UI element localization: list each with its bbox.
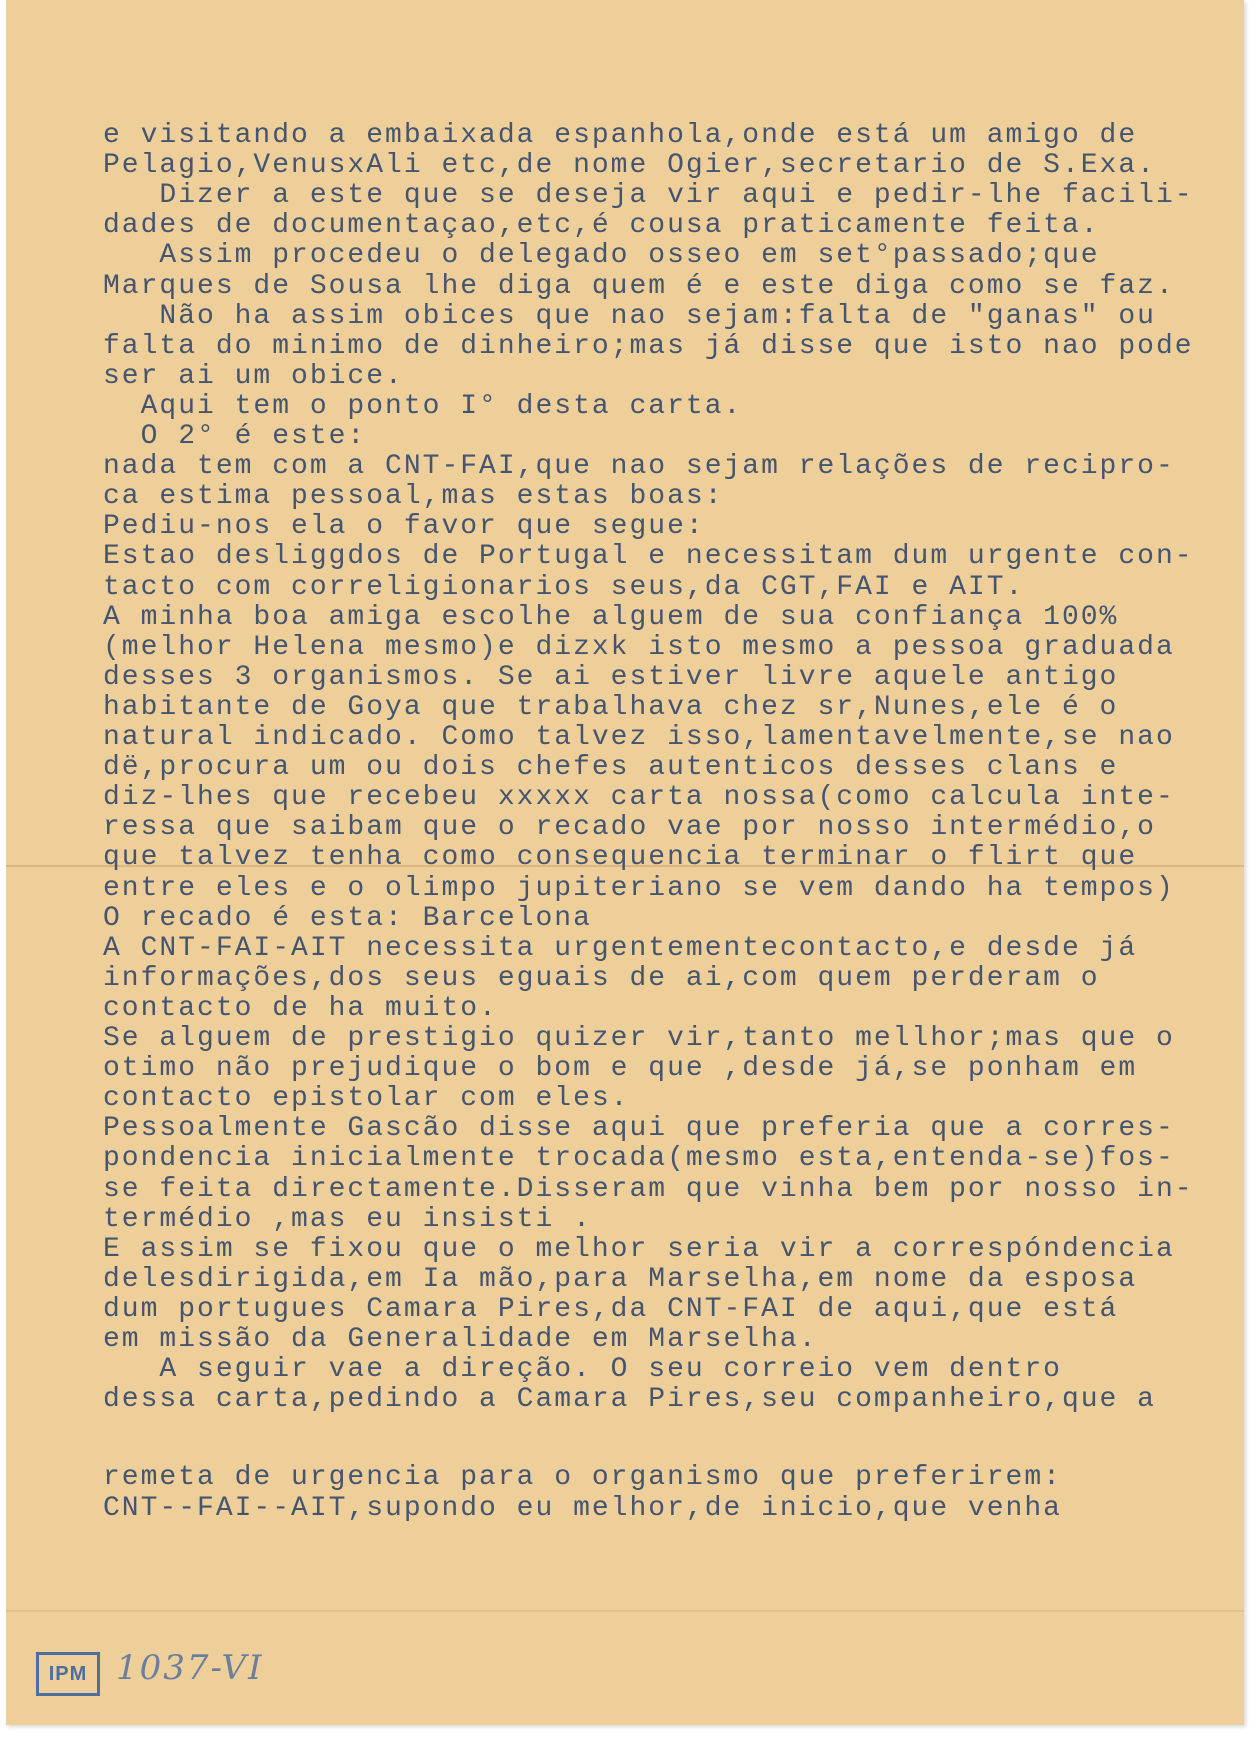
text-line: dë,procura um ou dois chefes autenticos desses clans e — [103, 752, 1119, 784]
text-line: ca estima pessoal,mas estas boas: — [103, 481, 724, 513]
text-line: contacto epistolar com eles. — [103, 1083, 630, 1115]
text-line: Pediu-nos ela o favor que segue: — [103, 511, 705, 543]
text-line: O 2° é este: — [103, 421, 367, 452]
text-line: Dizer a este que se deseja vir aqui e pedir-lhe facili- — [103, 180, 1194, 212]
text-line: se feita directamente.Disseram que vinha bem por nosso in- — [103, 1173, 1194, 1205]
text-line: termédio ,mas eu insisti . — [103, 1203, 592, 1235]
text-line: ser ai um obice. — [103, 360, 404, 392]
text-line: remeta de urgencia para o organismo que preferirem: — [103, 1462, 1062, 1494]
typewritten-text-body — [6, 0, 1244, 1725]
text-line: tacto com correligionarios seus,da CGT,FAI e AIT. — [103, 571, 1025, 603]
text-line: nada tem com a CNT-FAI,que nao sejam relações de recipro- — [103, 451, 1175, 483]
text-line: e visitando a embaixada espanhola,onde está um amigo de — [103, 120, 1138, 151]
text-line: Não ha assim obices que nao sejam:falta de "ganas" ou — [103, 300, 1156, 332]
text-line: habitante de Goya que trabalhava chez sr,Nunes,ele é o — [103, 691, 1119, 723]
text-line: em missão da Generalidade em Marselha. — [103, 1324, 818, 1355]
text-line: Assim procedeu o delegado osseo em set°passado;que — [103, 240, 1100, 272]
text-line: (melhor Helena mesmo)e dizxk isto mesmo a pessoa graduada — [103, 631, 1175, 663]
text-line: otimo não prejudique o bom e que ,desde já,se ponham em — [103, 1053, 1138, 1085]
text-line: que talvez tenha como consequencia terminar o flirt que — [103, 842, 1138, 874]
text-line: Aqui tem o ponto I° desta carta. — [103, 390, 743, 422]
text-line: desses 3 organismos. Se ai estiver livre aquele antigo — [103, 661, 1119, 693]
text-line: CNT--FAI--AIT,supondo eu melhor,de inicio,que venha — [103, 1492, 1062, 1524]
text-line: Pelagio,VenusxAli etc,de nome Ogier,secretario de S.Exa. — [103, 150, 1156, 182]
text-line: dades de documentaçao,etc,é cousa praticamente feita. — [103, 210, 1100, 242]
text-line: entre eles e o olimpo jupiteriano se vem dando ha tempos) — [103, 872, 1175, 904]
text-line: natural indicado. Como talvez isso,lamentavelmente,se nao — [103, 722, 1175, 753]
text-line: informações,dos seus eguais de ai,com quem perderam o — [103, 962, 1100, 994]
text-line: A seguir vae a direção. O seu correio vem dentro — [103, 1354, 1062, 1386]
archive-stamp: IPM — [36, 1652, 100, 1696]
letter-page — [6, 0, 1244, 1725]
text-line: dum portugues Camara Pires,da CNT-FAI de aqui,que está — [103, 1293, 1119, 1325]
text-line: Pessoalmente Gascão disse aqui que preferia que a corres- — [103, 1113, 1175, 1145]
text-line: delesdirigida,em Ia mão,para Marselha,em nome da esposa — [103, 1263, 1138, 1295]
text-line: E assim se fixou que o melhor seria vir a correspóndencia — [103, 1233, 1175, 1265]
text-line: Marques de Sousa lhe diga quem é e este diga como se faz. — [103, 270, 1175, 302]
text-line: ressa que saibam que o recado vae por nosso intermédio,o — [103, 812, 1156, 844]
text-line: A CNT-FAI-AIT necessita urgentementecontacto,e desde já — [103, 932, 1138, 964]
text-line: pondencia inicialmente trocada(mesmo esta,entenda-se)fos- — [103, 1143, 1175, 1175]
text-line: diz-lhes que recebeu xxxxx carta nossa(como calcula inte- — [103, 782, 1175, 814]
text-line: Estao desliggdos de Portugal e necessitam dum urgente con- — [103, 541, 1194, 573]
text-line: A minha boa amiga escolhe alguem de sua confiança 100% — [103, 601, 1119, 633]
text-line: Se alguem de prestigio quizer vir,tanto mellhor;mas que o — [103, 1023, 1175, 1054]
text-line: falta do minimo de dinheiro;mas já disse que isto nao pode — [103, 330, 1194, 362]
text-line: dessa carta,pedindo a Camara Pires,seu companheiro,que a — [103, 1384, 1156, 1416]
text-line: contacto de ha muito. — [103, 992, 498, 1024]
text-line: O recado é esta: Barcelona — [103, 902, 592, 934]
archive-reference-number: 1037-VI — [116, 1648, 264, 1688]
